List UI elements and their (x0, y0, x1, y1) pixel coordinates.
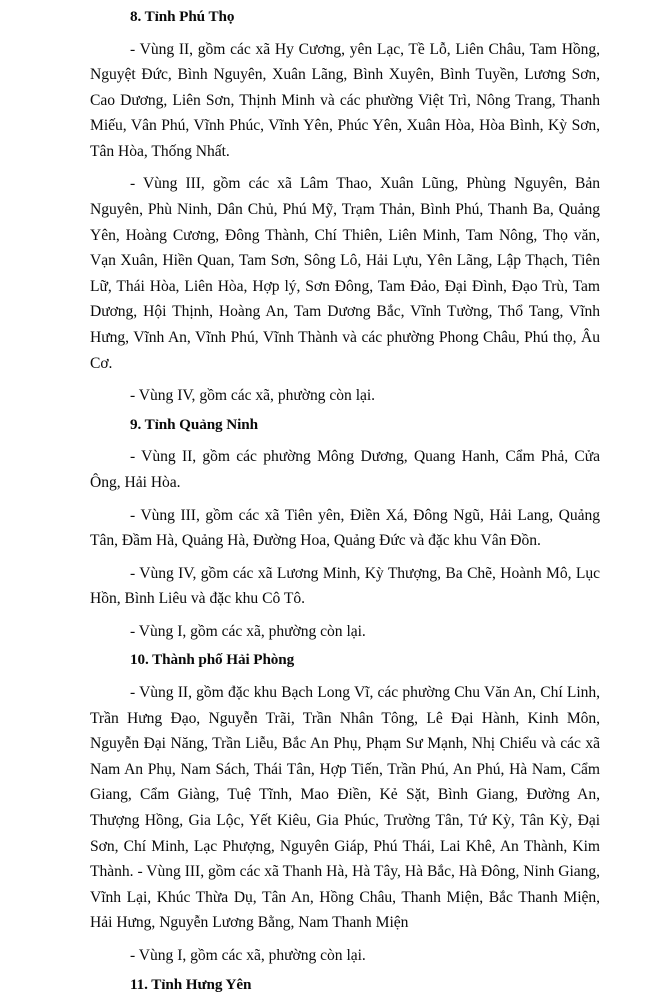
paragraph-quang-ninh-vung-3: - Vùng III, gồm các xã Tiên yên, Điền Xá, Đông Ngũ, Hải Lang, Quảng Tân, Đầm Hà, Quảng Hà, Đường Hoa, Quảng Đức và đặc khu Vân Đồn. (90, 503, 600, 554)
spacer (90, 376, 600, 383)
spacer (90, 673, 600, 680)
paragraph-phu-tho-vung-2: - Vùng II, gồm các xã Hy Cương, yên Lạc, Tề Lỗ, Liên Châu, Tam Hồng, Nguyệt Đức, Bình Nguyên, Xuân Lãng, Bình Xuyên, Bình Tuyền, Lương Sơn, Cao Dương, Liên Sơn, Thịnh Minh và các phường Việt Trì, Nông Trang, Thanh Miếu, Vân Phú, Vĩnh Phúc, Vĩnh Yên, Phúc Yên, Xuân Hòa, Hòa Bình, Kỳ Sơn, Tân Hòa, Thống Nhất. (90, 37, 600, 165)
paragraph-quang-ninh-vung-4: - Vùng IV, gồm các xã Lương Minh, Kỳ Thượng, Ba Chẽ, Hoành Mô, Lục Hồn, Bình Liêu và đặc khu Cô Tô. (90, 561, 600, 612)
paragraph-phu-tho-vung-3: - Vùng III, gồm các xã Lâm Thao, Xuân Lũng, Phùng Nguyên, Bản Nguyên, Phù Ninh, Dân Chủ, Phú Mỹ, Trạm Thản, Bình Phú, Thanh Ba, Quảng Yên, Hoàng Cương, Đông Thành, Chí Thiên, Liên Minh, Tam Nông, Thọ văn, Vạn Xuân, Hiền Quan, Tam Sơn, Sông Lô, Hải Lựu, Yên Lãng, Lập Thạch, Tiên Lữ, Thái Hòa, Liên Hòa, Hợp lý, Sơn Đông, Tam Đảo, Đại Đình, Đạo Trù, Tam Dương, Hội Thịnh, Hoàng An, Tam Dương Bắc, Vĩnh Tường, Thổ Tang, Vĩnh Hưng, Vĩnh An, Vĩnh Phú, Vĩnh Thành và các phường Phong Châu, Phú thọ, Âu Cơ. (90, 171, 600, 376)
spacer (90, 554, 600, 561)
section-heading-quang-ninh: 9. Tỉnh Quảng Ninh (90, 412, 600, 438)
section-heading-hung-yen: 11. Tỉnh Hưng Yên (90, 972, 600, 997)
spacer (90, 612, 600, 619)
paragraph-quang-ninh-vung-2: - Vùng II, gồm các phường Mông Dương, Quang Hanh, Cẩm Phả, Cửa Ông, Hải Hòa. (90, 444, 600, 495)
paragraph-hai-phong-vung-1: - Vùng I, gồm các xã, phường còn lại. (90, 943, 600, 969)
paragraph-hai-phong-vung-2-and-3: - Vùng II, gồm đặc khu Bạch Long Vĩ, các phường Chu Văn An, Chí Linh, Trần Hưng Đạo, Nguyễn Trãi, Trần Nhân Tông, Lê Đại Hành, Kinh Môn, Nguyễn Đại Năng, Trần Liễu, Bắc An Phụ, Phạm Sư Mạnh, Nhị Chiểu và các xã Nam An Phụ, Nam Sách, Thái Tân, Hợp Tiến, Trần Phú, An Phú, Hà Nam, Cẩm Giang, Cẩm Giàng, Tuệ Tĩnh, Mao Điền, Kẻ Sặt, Bình Giang, Đường An, Thượng Hồng, Gia Lộc, Yết Kiêu, Gia Phúc, Trường Tân, Tứ Kỳ, Tân Kỳ, Đại Sơn, Chí Minh, Lạc Phượng, Nguyên Giáp, Phú Thái, Lai Khê, An Thành, Kim Thành. - Vùng III, gồm các xã Thanh Hà, Hà Tây, Hà Bắc, Hà Đông, Ninh Giang, Vĩnh Lại, Khúc Thừa Dụ, Tân An, Hồng Châu, Thanh Miện, Bắc Thanh Miện, Hải Hưng, Nguyễn Lương Bằng, Nam Thanh Miện (90, 680, 600, 936)
paragraph-phu-tho-vung-4: - Vùng IV, gồm các xã, phường còn lại. (90, 383, 600, 409)
spacer (90, 936, 600, 943)
document-body (90, 4, 600, 997)
spacer (90, 30, 600, 37)
paragraph-quang-ninh-vung-1: - Vùng I, gồm các xã, phường còn lại. (90, 619, 600, 645)
section-heading-hai-phong: 10. Thành phố Hải Phòng (90, 647, 600, 673)
spacer (90, 164, 600, 171)
section-heading-phu-tho: 8. Tỉnh Phú Thọ (90, 4, 600, 30)
spacer (90, 496, 600, 503)
spacer (90, 437, 600, 444)
